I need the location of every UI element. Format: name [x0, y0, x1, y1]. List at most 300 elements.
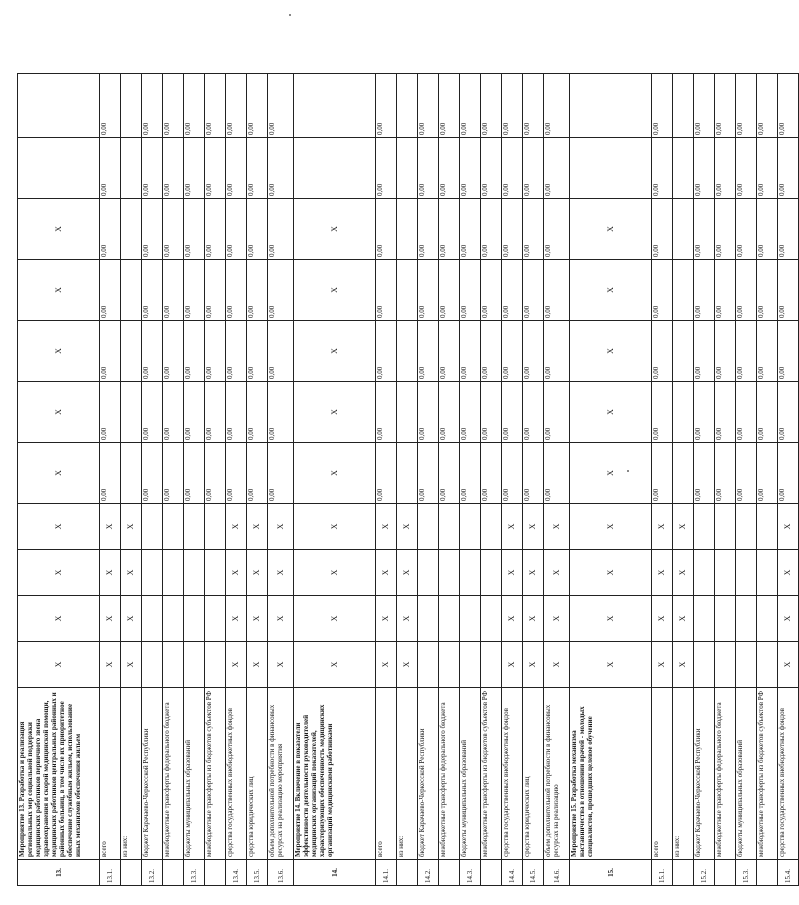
table-cell: 0,00: [418, 74, 439, 138]
table-cell: 0,00: [736, 260, 757, 321]
table-cell: X: [778, 550, 799, 596]
table-cell: X: [18, 199, 100, 260]
table-cell: X: [673, 642, 694, 688]
table-cell: [715, 642, 736, 688]
table-cell: 0,00: [523, 382, 544, 443]
table-cell: 0,00: [715, 321, 736, 382]
row-number: [481, 860, 502, 886]
row-description: межбюджетные трансферты из бюджетов субъектов РФ: [481, 688, 502, 860]
table-cell: [397, 74, 418, 138]
table-cell: X: [523, 504, 544, 550]
table-cell: [673, 443, 694, 504]
table-cell: 0,00: [247, 260, 268, 321]
table-cell: X: [376, 504, 397, 550]
table-cell: X: [502, 596, 523, 642]
table-cell: 0,00: [694, 382, 715, 443]
table-row: [439, 74, 460, 886]
row-number: 14.6.: [544, 860, 570, 886]
row-number: [715, 860, 736, 886]
table-cell: [673, 138, 694, 199]
table-cell: X: [294, 550, 376, 596]
table-cell: X: [570, 321, 652, 382]
table-cell: [397, 199, 418, 260]
table-cell: [18, 138, 100, 199]
table-cell: X: [570, 443, 652, 504]
table-row: [376, 74, 397, 886]
table-cell: [121, 382, 142, 443]
table-cell: 0,00: [376, 443, 397, 504]
table-cell: 0,00: [757, 321, 778, 382]
table-row: [184, 74, 205, 886]
table-cell: [673, 321, 694, 382]
row-description: средства государственных внебюджетных фондов: [226, 688, 247, 860]
table-cell: X: [376, 596, 397, 642]
table-cell: X: [226, 504, 247, 550]
table-row: [418, 74, 439, 886]
table-cell: X: [544, 642, 570, 688]
rotated-table-wrapper: [17, 74, 792, 886]
table-cell: X: [778, 596, 799, 642]
table-cell: 0,00: [481, 74, 502, 138]
table-cell: 0,00: [694, 74, 715, 138]
table-cell: X: [294, 642, 376, 688]
table-cell: 0,00: [439, 382, 460, 443]
row-description: бюджеты муниципальных образований: [460, 688, 481, 860]
table-cell: X: [247, 550, 268, 596]
table-cell: [18, 74, 100, 138]
table-cell: X: [268, 550, 294, 596]
row-number: 14.1.: [376, 860, 397, 886]
table-cell: 0,00: [163, 138, 184, 199]
table-cell: [460, 596, 481, 642]
table-cell: 0,00: [184, 199, 205, 260]
table-cell: 0,00: [439, 199, 460, 260]
row-description: межбюджетные трансферты из бюджетов субъектов РФ: [205, 688, 226, 860]
table-cell: 0,00: [523, 260, 544, 321]
table-cell: 0,00: [376, 199, 397, 260]
table-cell: 0,00: [544, 443, 570, 504]
row-number: 15.2.: [694, 860, 715, 886]
table-cell: 0,00: [544, 321, 570, 382]
table-cell: 0,00: [523, 443, 544, 504]
table-cell: 0,00: [523, 321, 544, 382]
row-number: 15.3.: [736, 860, 757, 886]
table-cell: [205, 642, 226, 688]
row-description: из них:: [673, 688, 694, 860]
table-cell: 0,00: [100, 199, 121, 260]
table-body: [18, 74, 799, 886]
table-cell: X: [397, 642, 418, 688]
table-cell: [163, 596, 184, 642]
table-cell: 0,00: [268, 74, 294, 138]
table-cell: 0,00: [142, 260, 163, 321]
table-cell: X: [18, 596, 100, 642]
table-cell: 0,00: [715, 199, 736, 260]
table-cell: 0,00: [205, 74, 226, 138]
table-cell: 0,00: [502, 382, 523, 443]
table-cell: X: [294, 504, 376, 550]
table-cell: X: [100, 642, 121, 688]
table-cell: [673, 74, 694, 138]
table-cell: X: [570, 504, 652, 550]
table-cell: X: [247, 504, 268, 550]
row-description: бюджеты муниципальных образований: [736, 688, 757, 860]
table-cell: X: [268, 596, 294, 642]
table-cell: [142, 550, 163, 596]
table-cell: X: [294, 260, 376, 321]
table-cell: [570, 74, 652, 138]
table-cell: 0,00: [694, 260, 715, 321]
table-cell: 0,00: [100, 260, 121, 321]
table-row: [460, 74, 481, 886]
table-cell: 0,00: [100, 74, 121, 138]
table-cell: 0,00: [544, 260, 570, 321]
table-cell: [570, 138, 652, 199]
table-cell: X: [652, 504, 673, 550]
table-cell: 0,00: [778, 321, 799, 382]
table-cell: 0,00: [142, 443, 163, 504]
table-cell: 0,00: [736, 199, 757, 260]
table-cell: [481, 504, 502, 550]
table-cell: [715, 550, 736, 596]
row-description: межбюджетные трансферты федерального бюджета: [715, 688, 736, 860]
table-cell: [439, 642, 460, 688]
scan-speck: [627, 470, 629, 472]
table-cell: 0,00: [736, 443, 757, 504]
table-cell: X: [673, 550, 694, 596]
table-cell: X: [502, 642, 523, 688]
table-cell: 0,00: [226, 443, 247, 504]
table-cell: 0,00: [652, 321, 673, 382]
row-number: [673, 860, 694, 886]
row-description: Мероприятие 14. Включение в показатели эффективности деятельности руководителей медицинских организаций показателей, характеризующих обеспеченность медицинских организаций медицинскими работниками: [294, 688, 376, 860]
table-cell: 0,00: [268, 260, 294, 321]
table-cell: 0,00: [268, 199, 294, 260]
table-cell: 0,00: [460, 443, 481, 504]
table-cell: 0,00: [184, 443, 205, 504]
table-cell: 0,00: [247, 74, 268, 138]
table-cell: [163, 642, 184, 688]
table-cell: 0,00: [652, 138, 673, 199]
table-cell: X: [652, 642, 673, 688]
table-cell: 0,00: [757, 382, 778, 443]
table-cell: [121, 74, 142, 138]
table-cell: X: [100, 596, 121, 642]
table-cell: 0,00: [715, 74, 736, 138]
table-cell: X: [226, 550, 247, 596]
funding-table: [17, 73, 799, 886]
row-description: Мероприятие 15. Разработка механизма наставничества в отношении врачей - молодых специалистов, прошедших целевое обучение: [570, 688, 652, 860]
scan-speck: [289, 14, 291, 16]
row-number: 13.3.: [184, 860, 205, 886]
table-cell: [757, 550, 778, 596]
table-cell: 0,00: [652, 260, 673, 321]
table-cell: [757, 642, 778, 688]
table-cell: 0,00: [481, 260, 502, 321]
table-cell: 0,00: [184, 260, 205, 321]
table-row: [268, 74, 294, 886]
table-cell: 0,00: [226, 199, 247, 260]
table-cell: [163, 550, 184, 596]
table-cell: X: [673, 596, 694, 642]
table-cell: 0,00: [544, 199, 570, 260]
row-number: 13.1.: [100, 860, 121, 886]
table-cell: [715, 504, 736, 550]
row-description: всего: [652, 688, 673, 860]
table-cell: [694, 504, 715, 550]
table-row: [544, 74, 570, 886]
row-number: 13.2.: [142, 860, 163, 886]
row-number: 15.1.: [652, 860, 673, 886]
table-cell: 0,00: [100, 321, 121, 382]
table-cell: 0,00: [439, 74, 460, 138]
table-cell: [142, 642, 163, 688]
table-cell: 0,00: [460, 321, 481, 382]
table-cell: X: [376, 642, 397, 688]
table-cell: [736, 596, 757, 642]
table-cell: 0,00: [100, 138, 121, 199]
table-cell: [757, 596, 778, 642]
row-number: 14.2.: [418, 860, 439, 886]
table-cell: 0,00: [652, 74, 673, 138]
table-cell: X: [294, 199, 376, 260]
table-cell: 0,00: [226, 321, 247, 382]
table-cell: 0,00: [502, 74, 523, 138]
table-cell: 0,00: [205, 260, 226, 321]
table-cell: 0,00: [163, 382, 184, 443]
table-cell: 0,00: [502, 260, 523, 321]
table-cell: 0,00: [376, 138, 397, 199]
table-cell: X: [673, 504, 694, 550]
table-cell: [121, 321, 142, 382]
table-cell: 0,00: [268, 382, 294, 443]
table-cell: 0,00: [418, 199, 439, 260]
row-number: [121, 860, 142, 886]
table-cell: 0,00: [778, 74, 799, 138]
table-cell: 0,00: [439, 443, 460, 504]
row-description: из них:: [397, 688, 418, 860]
table-cell: X: [100, 504, 121, 550]
table-cell: 0,00: [205, 138, 226, 199]
table-cell: 0,00: [757, 74, 778, 138]
table-cell: X: [121, 504, 142, 550]
table-cell: [694, 642, 715, 688]
table-cell: [418, 642, 439, 688]
table-cell: [184, 550, 205, 596]
table-cell: [184, 596, 205, 642]
table-cell: 0,00: [502, 199, 523, 260]
table-cell: 0,00: [523, 199, 544, 260]
table-cell: 0,00: [184, 138, 205, 199]
row-number: [163, 860, 184, 886]
table-cell: 0,00: [715, 260, 736, 321]
table-cell: 0,00: [757, 260, 778, 321]
table-cell: X: [652, 550, 673, 596]
table-row: [100, 74, 121, 886]
table-cell: 0,00: [142, 199, 163, 260]
table-row: [694, 74, 715, 886]
table-cell: 0,00: [418, 138, 439, 199]
table-cell: 0,00: [142, 138, 163, 199]
table-cell: X: [18, 550, 100, 596]
table-cell: [460, 504, 481, 550]
table-cell: 0,00: [481, 321, 502, 382]
table-cell: X: [18, 260, 100, 321]
table-cell: 0,00: [163, 260, 184, 321]
table-cell: X: [397, 504, 418, 550]
table-cell: 0,00: [736, 74, 757, 138]
table-cell: X: [247, 642, 268, 688]
table-cell: 0,00: [247, 321, 268, 382]
row-description: бюджет Карачаево-Черкесской Республики: [142, 688, 163, 860]
table-cell: X: [570, 596, 652, 642]
row-description: бюджеты муниципальных образований: [184, 688, 205, 860]
table-cell: [736, 504, 757, 550]
table-row: [121, 74, 142, 886]
table-cell: 0,00: [268, 321, 294, 382]
row-description: средства государственных внебюджетных фондов: [502, 688, 523, 860]
row-number: 14.5.: [523, 860, 544, 886]
table-cell: 0,00: [205, 321, 226, 382]
row-number: [439, 860, 460, 886]
table-cell: [184, 504, 205, 550]
table-cell: 0,00: [247, 138, 268, 199]
table-cell: 0,00: [205, 382, 226, 443]
table-cell: [205, 550, 226, 596]
table-cell: 0,00: [778, 443, 799, 504]
table-cell: X: [523, 596, 544, 642]
table-cell: 0,00: [544, 138, 570, 199]
row-description: объем дополнительной потребности в финансовых ресурсах на реализацию мероприятия: [268, 688, 294, 860]
table-cell: [418, 504, 439, 550]
row-description: межбюджетные трансферты федерального бюджета: [439, 688, 460, 860]
table-cell: [673, 382, 694, 443]
table-cell: [397, 260, 418, 321]
table-cell: [294, 138, 376, 199]
row-description: средства юридических лиц: [523, 688, 544, 860]
table-cell: 0,00: [142, 321, 163, 382]
table-cell: 0,00: [778, 260, 799, 321]
table-cell: [481, 596, 502, 642]
table-cell: X: [502, 550, 523, 596]
table-cell: 0,00: [376, 321, 397, 382]
table-cell: [439, 550, 460, 596]
table-cell: 0,00: [736, 321, 757, 382]
table-cell: X: [18, 382, 100, 443]
table-cell: X: [778, 504, 799, 550]
table-row: [673, 74, 694, 886]
table-cell: X: [121, 596, 142, 642]
table-cell: [673, 260, 694, 321]
table-cell: 0,00: [142, 382, 163, 443]
table-cell: 0,00: [184, 321, 205, 382]
row-number: 14.4.: [502, 860, 523, 886]
table-cell: X: [652, 596, 673, 642]
row-number: 14.3.: [460, 860, 481, 886]
table-cell: X: [226, 642, 247, 688]
row-description: межбюджетные трансферты из бюджетов субъектов РФ: [757, 688, 778, 860]
table-cell: [460, 550, 481, 596]
table-cell: 0,00: [268, 443, 294, 504]
table-cell: [673, 199, 694, 260]
table-cell: [121, 443, 142, 504]
table-cell: [121, 138, 142, 199]
table-cell: X: [523, 550, 544, 596]
row-description: всего: [376, 688, 397, 860]
table-cell: 0,00: [184, 382, 205, 443]
table-cell: X: [397, 596, 418, 642]
table-cell: 0,00: [460, 260, 481, 321]
table-cell: X: [121, 550, 142, 596]
table-cell: X: [523, 642, 544, 688]
table-row: [163, 74, 184, 886]
table-cell: 0,00: [376, 74, 397, 138]
table-row: [397, 74, 418, 886]
table-cell: [184, 642, 205, 688]
table-cell: 0,00: [247, 199, 268, 260]
table-cell: [205, 596, 226, 642]
table-cell: [481, 550, 502, 596]
table-cell: 0,00: [100, 443, 121, 504]
table-cell: X: [100, 550, 121, 596]
table-cell: 0,00: [100, 382, 121, 443]
table-cell: 0,00: [736, 382, 757, 443]
table-cell: [736, 642, 757, 688]
table-cell: X: [18, 504, 100, 550]
table-row: [715, 74, 736, 886]
table-cell: X: [570, 382, 652, 443]
table-row: [736, 74, 757, 886]
measure-row: [570, 74, 652, 886]
table-cell: X: [570, 550, 652, 596]
table-cell: 0,00: [481, 443, 502, 504]
table-cell: 0,00: [481, 199, 502, 260]
table-cell: 0,00: [694, 443, 715, 504]
table-cell: [121, 260, 142, 321]
row-number: 13.: [18, 860, 100, 886]
table-cell: [418, 550, 439, 596]
table-cell: 0,00: [757, 443, 778, 504]
table-row: [757, 74, 778, 886]
table-cell: [121, 199, 142, 260]
table-cell: 0,00: [418, 443, 439, 504]
row-description: средства юридических лиц: [247, 688, 268, 860]
table-cell: [715, 596, 736, 642]
table-cell: X: [502, 504, 523, 550]
table-cell: 0,00: [652, 443, 673, 504]
row-number: 13.4.: [226, 860, 247, 886]
row-number: [397, 860, 418, 886]
table-cell: 0,00: [460, 74, 481, 138]
table-cell: X: [544, 504, 570, 550]
row-number: [205, 860, 226, 886]
table-cell: 0,00: [694, 199, 715, 260]
table-cell: [736, 550, 757, 596]
table-cell: X: [778, 642, 799, 688]
table-cell: 0,00: [439, 260, 460, 321]
table-cell: 0,00: [460, 138, 481, 199]
table-cell: [163, 504, 184, 550]
table-cell: [142, 596, 163, 642]
measure-row: [294, 74, 376, 886]
table-cell: [397, 382, 418, 443]
table-cell: 0,00: [460, 199, 481, 260]
table-cell: X: [570, 642, 652, 688]
table-cell: [397, 443, 418, 504]
table-row: [523, 74, 544, 886]
table-cell: 0,00: [523, 74, 544, 138]
table-cell: 0,00: [715, 443, 736, 504]
